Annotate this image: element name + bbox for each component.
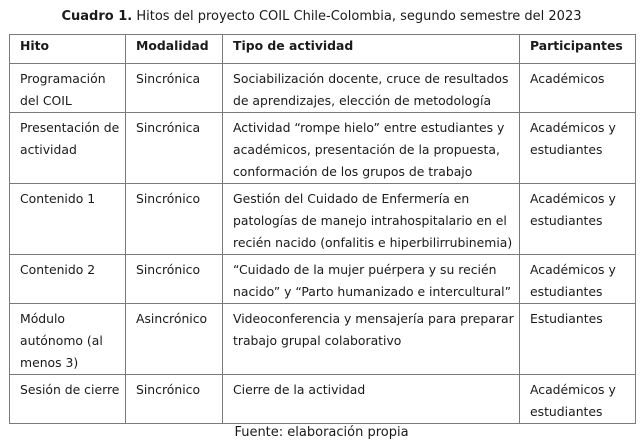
cell-hito: Módulo autónomo (al menos 3) bbox=[10, 304, 126, 375]
header-tipo-actividad: Tipo de actividad bbox=[223, 35, 520, 64]
cell-hito: Contenido 2 bbox=[10, 255, 126, 304]
cell-tipo-actividad: Sociabilización docente, cruce de resultados de aprendizajes, elección de metodología bbox=[223, 64, 520, 113]
header-participantes: Participantes bbox=[520, 35, 636, 64]
cell-hito: Contenido 1 bbox=[10, 184, 126, 255]
table-row bbox=[10, 304, 636, 375]
cell-tipo-actividad: Videoconferencia y mensajería para preparar trabajo grupal colaborativo bbox=[223, 304, 520, 375]
cell-modalidad: Sincrónico bbox=[126, 375, 223, 424]
cell-participantes: Académicos y estudiantes bbox=[520, 184, 636, 255]
table-row bbox=[10, 184, 636, 255]
cell-modalidad: Sincrónica bbox=[126, 64, 223, 113]
table-row bbox=[10, 255, 636, 304]
cell-tipo-actividad: Actividad “rompe hielo” entre estudiantes y académicos, presentación de la propuesta, conformación de los grupos de trabajo bbox=[223, 113, 520, 184]
table-source-note: Fuente: elaboración propia bbox=[234, 425, 409, 440]
table-row bbox=[10, 64, 636, 113]
cell-participantes: Académicos y estudiantes bbox=[520, 255, 636, 304]
cell-modalidad: Asincrónico bbox=[126, 304, 223, 375]
header-modalidad: Modalidad bbox=[126, 35, 223, 64]
cell-hito: Presentación de actividad bbox=[10, 113, 126, 184]
cell-participantes: Académicos y estudiantes bbox=[520, 375, 636, 424]
milestones-table bbox=[9, 34, 636, 424]
table-row bbox=[10, 375, 636, 424]
cell-participantes: Académicos y estudiantes bbox=[520, 113, 636, 184]
caption-text: Hitos del proyecto COIL Chile-Colombia, segundo semestre del 2023 bbox=[136, 9, 582, 24]
cell-modalidad: Sincrónico bbox=[126, 184, 223, 255]
table-row bbox=[10, 113, 636, 184]
cell-participantes: Académicos bbox=[520, 64, 636, 113]
caption-label: Cuadro 1. bbox=[61, 9, 133, 24]
cell-modalidad: Sincrónica bbox=[126, 113, 223, 184]
cell-participantes: Estudiantes bbox=[520, 304, 636, 375]
cell-hito: Sesión de cierre bbox=[10, 375, 126, 424]
cell-modalidad: Sincrónico bbox=[126, 255, 223, 304]
header-hito: Hito bbox=[10, 35, 126, 64]
cell-tipo-actividad: Cierre de la actividad bbox=[223, 375, 520, 424]
cell-tipo-actividad: Gestión del Cuidado de Enfermería en patologías de manejo intrahospitalario en el recién nacido (onfalitis e hiperbilirrubinemia) bbox=[223, 184, 520, 255]
cell-hito: Programación del COIL bbox=[10, 64, 126, 113]
table-header-row bbox=[10, 35, 636, 64]
table-caption bbox=[0, 8, 643, 26]
cell-tipo-actividad: “Cuidado de la mujer puérpera y su recién nacido” y “Parto humanizado e intercultural” bbox=[223, 255, 520, 304]
